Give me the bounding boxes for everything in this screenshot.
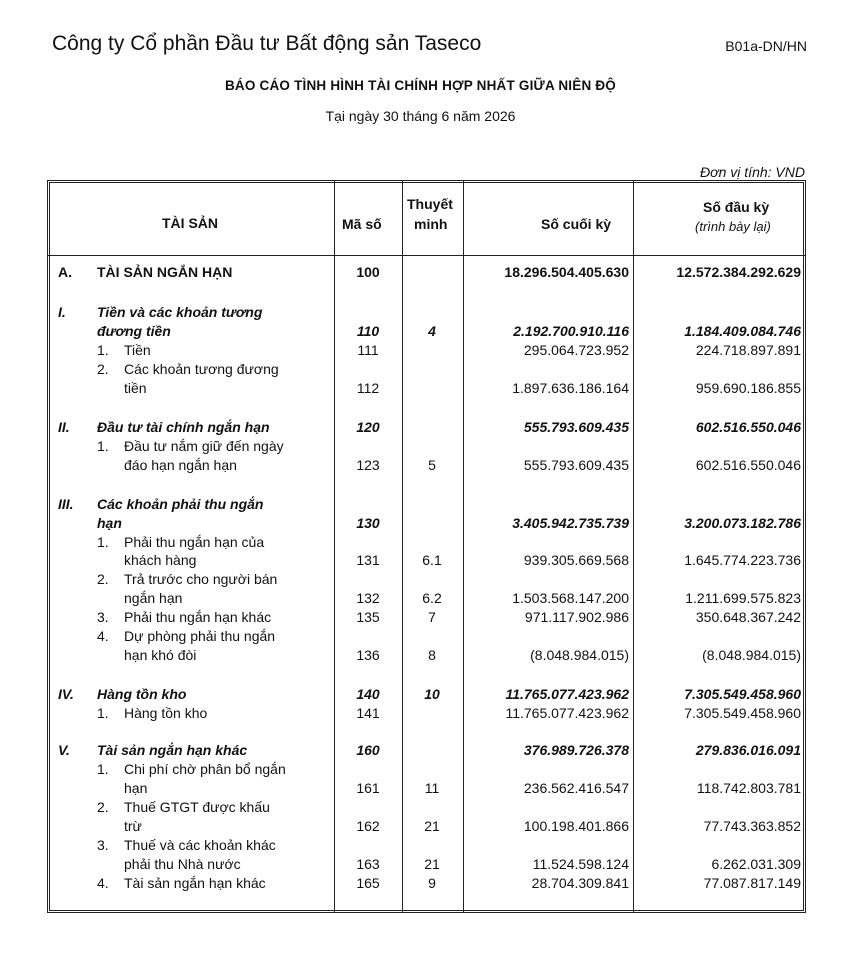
row-end-value: 555.793.609.435 xyxy=(523,457,629,473)
row-code: 160 xyxy=(356,742,380,758)
row-label: Tiền và các khoản tương xyxy=(97,304,263,320)
company-name: Công ty Cổ phần Đầu tư Bất động sản Taseco xyxy=(52,32,482,55)
table-row xyxy=(0,589,841,607)
row-end-value: 555.793.609.435 xyxy=(523,419,629,435)
table-row xyxy=(0,741,841,759)
row-begin-value: 77.087.817.149 xyxy=(703,875,801,891)
col-header-begin: Số đầu kỳ xyxy=(703,199,770,215)
row-end-value: 971.117.902.986 xyxy=(524,609,629,625)
row-label: đương tiền xyxy=(97,323,171,339)
col-header-assets: TÀI SẢN xyxy=(162,215,218,231)
table-row xyxy=(0,533,841,551)
table-row xyxy=(0,798,841,816)
row-code: 163 xyxy=(356,856,380,872)
row-note: 8 xyxy=(428,647,436,663)
row-note: 6.1 xyxy=(422,552,442,568)
table-row xyxy=(0,874,841,892)
row-label: hạn xyxy=(97,515,122,531)
row-code: 110 xyxy=(356,323,380,339)
row-begin-value: 350.648.367.242 xyxy=(695,609,801,625)
col-header-end: Số cuối kỳ xyxy=(541,216,612,232)
row-begin-value: 118.742.803.781 xyxy=(696,780,801,796)
header-divider xyxy=(47,255,806,256)
row-note: 5 xyxy=(428,457,436,473)
row-number: 3. xyxy=(97,609,109,625)
row-begin-value: 12.572.384.292.629 xyxy=(676,264,801,280)
row-begin-value: 3.200.073.182.786 xyxy=(684,515,801,531)
row-note: 4 xyxy=(428,323,436,339)
row-label: Phải thu ngắn hạn của xyxy=(124,534,265,550)
row-label: Đầu tư tài chính ngắn hạn xyxy=(97,419,270,435)
row-code: 100 xyxy=(356,264,380,280)
row-number: 2. xyxy=(97,799,109,815)
row-end-value: 28.704.309.841 xyxy=(531,875,629,891)
row-begin-value: 279.836.016.091 xyxy=(695,742,801,758)
row-begin-value: 1.184.409.084.746 xyxy=(684,323,801,339)
table-row xyxy=(0,760,841,778)
row-end-value: 11.765.077.423.962 xyxy=(505,686,629,702)
row-label: Tài sản ngắn hạn khác xyxy=(97,742,248,758)
table-row xyxy=(0,570,841,588)
row-number: 4. xyxy=(97,875,109,891)
row-label: TÀI SẢN NGẮN HẠN xyxy=(97,264,233,280)
row-code: 120 xyxy=(356,419,380,435)
row-end-value: 100.198.401.866 xyxy=(523,818,629,834)
col-header-note: Thuyết xyxy=(407,196,453,212)
row-label: tiền xyxy=(124,380,147,396)
table-row xyxy=(0,779,841,797)
row-number: 1. xyxy=(97,438,109,454)
row-end-value: (8.048.984.015) xyxy=(530,647,629,663)
table-row xyxy=(0,437,841,455)
row-label: Đầu tư nắm giữ đến ngày xyxy=(124,438,284,454)
row-end-value: 236.562.416.547 xyxy=(523,780,629,796)
row-begin-value: 1.211.699.575.823 xyxy=(685,590,801,606)
row-number: II. xyxy=(58,419,70,435)
row-end-value: 1.503.568.147.200 xyxy=(512,590,629,606)
table-row xyxy=(0,360,841,378)
table-row xyxy=(0,379,841,397)
table-row xyxy=(0,836,841,854)
row-note: 21 xyxy=(424,856,440,872)
row-label: ngắn hạn xyxy=(124,590,183,606)
row-note: 11 xyxy=(424,780,440,796)
row-code: 130 xyxy=(356,515,380,531)
table-row xyxy=(0,551,841,569)
row-label: Hàng tồn kho xyxy=(97,686,187,702)
report-date: Tại ngày 30 tháng 6 năm 2026 xyxy=(325,108,516,124)
row-label: Thuế GTGT được khấu xyxy=(124,799,270,815)
row-number: 1. xyxy=(97,342,109,358)
row-begin-value: 959.690.186.855 xyxy=(695,380,801,396)
row-label: trừ xyxy=(124,818,142,834)
row-code: 123 xyxy=(356,457,380,473)
row-code: 112 xyxy=(356,380,380,396)
row-label: hạn khó đòi xyxy=(124,647,197,663)
table-row xyxy=(0,646,841,664)
row-number: 1. xyxy=(97,761,109,777)
row-note: 7 xyxy=(428,609,436,625)
table-row xyxy=(0,341,841,359)
row-label: Tài sản ngắn hạn khác xyxy=(124,875,266,891)
row-begin-value: 602.516.550.046 xyxy=(695,457,801,473)
col-header-code: Mã số xyxy=(342,216,382,232)
row-note: 9 xyxy=(428,875,436,891)
row-label: Trả trước cho người bán xyxy=(124,571,278,587)
row-code: 161 xyxy=(356,780,380,796)
row-end-value: 1.897.636.186.164 xyxy=(512,380,629,396)
row-begin-value: (8.048.984.015) xyxy=(702,647,801,663)
row-number: 3. xyxy=(97,837,109,853)
row-begin-value: 6.262.031.309 xyxy=(711,856,801,872)
row-label: phải thu Nhà nước xyxy=(124,856,241,872)
table-row xyxy=(0,627,841,645)
row-begin-value: 1.645.774.223.736 xyxy=(684,552,801,568)
row-label: Phải thu ngắn hạn khác xyxy=(124,609,272,625)
table-row xyxy=(0,608,841,626)
row-end-value: 11.524.598.124 xyxy=(532,856,629,872)
row-begin-value: 77.743.363.852 xyxy=(703,818,801,834)
row-code: 165 xyxy=(356,875,380,891)
table-row xyxy=(0,418,841,436)
row-end-value: 939.305.669.568 xyxy=(523,552,629,568)
row-note: 21 xyxy=(424,818,440,834)
row-number: I. xyxy=(58,304,66,320)
table-row xyxy=(0,495,841,513)
row-begin-value: 224.718.897.891 xyxy=(695,342,801,358)
row-number: A. xyxy=(58,264,72,280)
row-code: 136 xyxy=(356,647,380,663)
row-label: khách hàng xyxy=(124,552,197,568)
table-row xyxy=(0,685,841,703)
row-begin-value: 7.305.549.458.960 xyxy=(684,686,801,702)
table-row xyxy=(0,855,841,873)
row-number: 4. xyxy=(97,628,109,644)
row-code: 132 xyxy=(356,590,380,606)
row-label: Hàng tồn kho xyxy=(124,705,208,721)
table-row xyxy=(0,263,841,281)
table-row xyxy=(0,303,841,321)
row-code: 162 xyxy=(356,818,380,834)
row-end-value: 18.296.504.405.630 xyxy=(504,264,629,280)
row-number: III. xyxy=(58,496,74,512)
row-number: V. xyxy=(58,742,70,758)
row-label: Tiền xyxy=(124,342,151,358)
row-number: 1. xyxy=(97,705,109,721)
row-end-value: 376.989.726.378 xyxy=(523,742,629,758)
row-label: Các khoản tương đương xyxy=(124,361,279,377)
row-begin-value: 602.516.550.046 xyxy=(695,419,801,435)
row-number: IV. xyxy=(58,686,74,702)
table-row xyxy=(0,817,841,835)
row-code: 141 xyxy=(356,705,380,721)
row-code: 135 xyxy=(356,609,380,625)
row-label: hạn xyxy=(124,780,148,796)
row-note: 6.2 xyxy=(422,590,442,606)
table-row xyxy=(0,322,841,340)
row-note: 10 xyxy=(424,686,440,702)
row-label: Dự phòng phải thu ngắn xyxy=(124,628,276,644)
row-label: Thuế và các khoản khác xyxy=(124,837,276,853)
table-row xyxy=(0,704,841,722)
row-number: 2. xyxy=(97,571,109,587)
row-end-value: 2.192.700.910.116 xyxy=(513,323,629,339)
row-number: 1. xyxy=(97,534,109,550)
row-code: 111 xyxy=(357,342,379,358)
row-end-value: 295.064.723.952 xyxy=(523,342,629,358)
currency-unit: Đơn vị tính: VND xyxy=(700,164,805,180)
row-label: đáo hạn ngắn hạn xyxy=(124,457,237,473)
col-header-begin-sub: (trình bày lại) xyxy=(695,219,771,234)
row-label: Các khoản phải thu ngắn xyxy=(97,496,264,512)
col-header-note-2: minh xyxy=(414,216,448,232)
table-row xyxy=(0,456,841,474)
row-end-value: 11.765.077.423.962 xyxy=(505,705,629,721)
table-row xyxy=(0,514,841,532)
row-end-value: 3.405.942.735.739 xyxy=(512,515,629,531)
form-code: B01a-DN/HN xyxy=(725,38,807,54)
report-title: BÁO CÁO TÌNH HÌNH TÀI CHÍNH HỢP NHẤT GIỮA NIÊN ĐỘ xyxy=(224,78,617,93)
row-code: 131 xyxy=(356,552,380,568)
row-number: 2. xyxy=(97,361,109,377)
row-code: 140 xyxy=(356,686,380,702)
row-label: Chi phí chờ phân bổ ngắn xyxy=(124,761,286,777)
row-begin-value: 7.305.549.458.960 xyxy=(684,705,801,721)
